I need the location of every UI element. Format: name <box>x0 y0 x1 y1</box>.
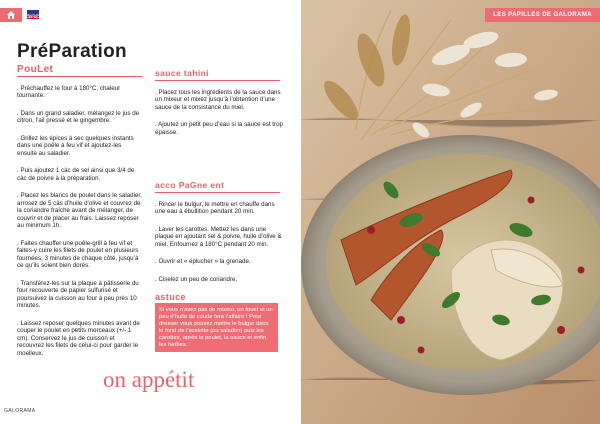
section-banner: LES PAPILLES DE GALORAMA <box>485 8 600 22</box>
home-tab[interactable] <box>0 8 22 22</box>
closing-text: on appétit <box>103 367 195 392</box>
accompagnement-step: . Rincer le bulgur, le mettre en chauffe dans une eau à ébullition pendant 20 min. <box>155 200 275 215</box>
astuce-title: astuce <box>155 292 186 302</box>
accompagnement-step: . Ouvrir et « éplucher » la grenade. <box>155 258 251 265</box>
food-bowl-photo <box>301 0 600 424</box>
sauce-step: . Ajoutez un petit peu d’eau si la sauce est trop épaisse. <box>155 121 283 136</box>
accompagnement-steps <box>155 201 285 284</box>
home-icon <box>6 10 16 20</box>
poulet-step: . Grillez les épices à sec quelques instants dans une poêle à feu vif et ajoutez-les ensuite au saladier. <box>17 134 134 157</box>
sauce-title: sauce tahini <box>155 70 280 81</box>
sauce-step: . Placez tous les ingrédients de la sauce dans un mixeur et mixez jusqu’à l’obtention d’une sauce de la consistance du miel. <box>155 88 281 111</box>
poulet-step: . Préchauffez le four à 180°C, chaleur tournante. <box>17 84 121 99</box>
poulet-step: . Puis ajoutez 1 càc de sel ainsi que 3/4 de càc de poivre à la préparation. <box>17 167 135 182</box>
accompagnement-step: . Ciselez un peu de coriandre. <box>155 275 238 283</box>
poulet-step: . Faites chauffer une poêle-grill à feu vif et faites-y cuire les filets de poulet en plusieurs fournées, 3 minutes de chaque côté, jusqu’à ce qu’ils soient bien dorés. <box>17 239 139 269</box>
left-top-bar <box>0 8 43 22</box>
right-page-photo <box>301 0 600 424</box>
sauce-steps <box>155 89 285 137</box>
poulet-step: . Dans un grand saladier, mélangez le jus de citron, l’ail pressé et le gingembre. <box>17 109 140 124</box>
astuce-box <box>155 292 278 352</box>
astuce-text: Si vous n’avez pas de mixeur, un fouet et un peu d’huile de coude fera l’affaire ! Pour dresser vous pouvez mettre le bulgur dans le fond de l’assiette (ou saladier) puis les carottes, après le poulet, la sauce et enfin les herbes. <box>155 303 278 352</box>
poulet-step: . Laissez reposer quelques minutes avant de couper le poulet en petits morceaux (+/- 1 cm). Conservez le jus de cuisson et recouvrez les filets de celui-ci pour garder le moelleux. <box>17 319 140 357</box>
poulet-step: . Placez les blancs de poulet dans le saladier, arrosez de 5 càs d’huile d’olive et couvrez de la coriandre fraîche avant de mélanger, de couvrir et de placer au frais. Laissez reposer au minimum 1h. <box>17 192 142 229</box>
poulet-column <box>17 66 142 367</box>
right-column <box>155 70 285 293</box>
poulet-step: . Transférez-les sur la plaque à pâtisserie du four recouverte de papier sulfurisé et poursuivez la cuisson au four à peu près 10 minutes. <box>17 279 139 309</box>
poulet-steps <box>17 85 142 358</box>
poulet-title: PouLet <box>17 66 142 77</box>
uk-flag-icon[interactable] <box>27 10 39 19</box>
page-title: PréParation <box>17 41 127 62</box>
accompagnement-step: . Laver les carottes. Mettez les dans une plaque en ajoutant sel & poivre, huile d’olive & miel. Enfournez à 180°C pendant 20 min. <box>155 225 282 248</box>
accompagnement-title: acco PaGne ent <box>155 182 280 193</box>
footer-brand: GALORAMA <box>4 408 36 414</box>
